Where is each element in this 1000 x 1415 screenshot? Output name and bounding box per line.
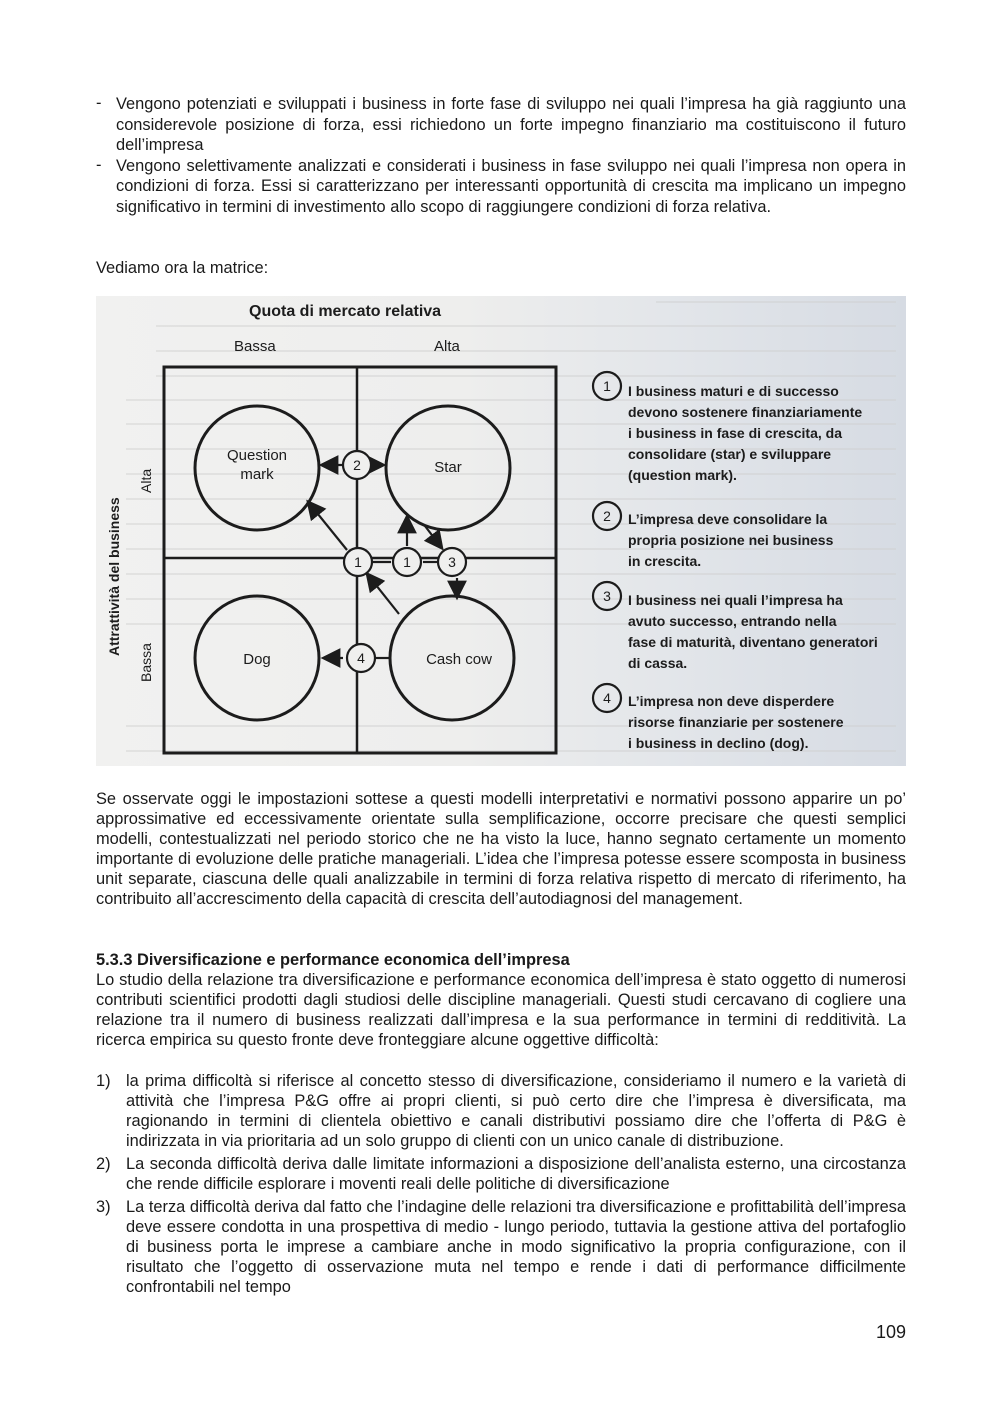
y-axis-low-label: Bassa	[138, 643, 154, 682]
bullet-text: Vengono selettivamente analizzati e considerati i business in fase sviluppo nei quali l’impresa non opera in condizioni di forza. Essi si caratterizzano per interessanti opportunità di crescita ma implicano un impegno significativo in termini di investimento allo scopo di raggiungere condizioni di forza relativa.	[116, 156, 906, 216]
marker-2-text: 2	[353, 457, 361, 473]
item-text: La seconda difficoltà deriva dalle limitate informazioni a disposizione dell’analista esterno, una circostanza che rende difficile esplorare i moventi reali delle politiche di diversificazione	[126, 1155, 906, 1193]
numbered-item	[96, 1071, 906, 1151]
legend-3-num: 3	[603, 588, 611, 604]
legend-4-line-3: i business in declino (dog).	[628, 735, 809, 751]
legend-2-num: 2	[603, 508, 611, 524]
page-number: 109	[875, 1322, 906, 1342]
x-axis-title: Quota di mercato relativa	[249, 303, 442, 320]
body-paragraph-2: Lo studio della relazione tra diversificazione e performance economica dell’impresa è stato oggetto di numerosi contributi scientifici prodotti dagli studiosi delle discipline manageriali. Questi studi cercavano di cogliere una relazione tra il numero di business realizzati dall’impresa e la sua performance in termini di redditività. La ricerca empirica su questo fronte deve fronteggiare alcune oggettive difficoltà:	[96, 971, 906, 1049]
y-axis-high-label: Alta	[138, 468, 154, 493]
legend-1-line-5: (question mark).	[628, 467, 737, 483]
marker-3	[438, 548, 466, 576]
legend-3-line-2: avuto successo, entrando nella	[628, 613, 837, 629]
bcg-matrix-svg	[96, 296, 906, 766]
cash-cow-label: Cash cow	[426, 651, 492, 668]
bullet-list	[96, 94, 906, 217]
marker-2	[343, 451, 371, 479]
bullet-item	[96, 156, 906, 218]
legend-1-num: 1	[603, 378, 611, 394]
legend-4-line-1: L’impresa non deve disperdere	[628, 693, 835, 709]
numbered-item	[96, 1154, 906, 1194]
item-number: 1)	[96, 1072, 111, 1090]
item-number: 2)	[96, 1155, 111, 1173]
legend-4-num: 4	[603, 690, 611, 706]
x-axis-high-label: Alta	[434, 338, 460, 355]
arrow-cash-cow-to-1	[368, 575, 399, 614]
legend-item-3	[593, 582, 878, 671]
marker-4	[347, 644, 375, 672]
item-number: 3)	[96, 1198, 111, 1216]
bullet-item	[96, 94, 906, 156]
marker-1a	[344, 548, 372, 576]
body-paragraph-1: Se osservate oggi le impostazioni sottese a questi modelli interpretativi e normativi possono apparire un po’ approssimative ed eccessivamente orientate sulla semplificazione, occorre precisare che questi semplici modelli, contestualizzati nel periodo storico che ne ha visto la luce, hanno segnato certamente un momento importante di evoluzione delle pratiche manageriali. L’idea che l’impresa potesse essere scomposta in business unit separate, ciascuna delle quali analizzabile in termini di forza relativa rispetto di mercato di riferimento, ha contribuito all’accrescimento della capacità di crescita dell’autodiagnosi del management.	[96, 790, 906, 908]
legend-3-line-4: di cassa.	[628, 655, 688, 671]
section-heading: 5.3.3 Diversificazione e performance economica dell’impresa	[96, 951, 570, 969]
item-text: la prima difficoltà si riferisce al concetto stesso di diversificazione, consideriamo il numero e la varietà di attività che l’impresa P&G offre ai propri clienti, si può certo dire che l’impresa è diversificata, ma ragionando in termini di clientela obiettivo e canali distributivi possiamo dire che l’offerta di P&G è indirizzata in via prioritaria ad un solo gruppo di clienti con un unico canale di distribuzione.	[126, 1072, 906, 1150]
intro-text: Vediamo ora la matrice:	[96, 259, 269, 277]
legend-2-line-1: L’impresa deve consolidare la	[628, 511, 828, 527]
bullet-dash: -	[96, 94, 102, 112]
question-mark-label-1: Question	[226, 447, 288, 464]
dog-label: Dog	[243, 651, 271, 668]
legend-1-line-4: consolidare (star) e sviluppare	[628, 446, 832, 462]
bullet-dash: -	[96, 155, 102, 174]
marker-1a-text: 1	[354, 554, 362, 570]
numbered-item	[96, 1197, 906, 1297]
legend-1-line-3: i business in fase di crescita, da	[628, 425, 842, 441]
legend-item-1	[593, 372, 862, 483]
question-mark-label-2: mark	[240, 466, 274, 483]
marker-3-text: 3	[448, 554, 456, 570]
bcg-matrix-figure	[96, 296, 906, 766]
marker-4-text: 4	[357, 650, 365, 666]
arrow-1-to-question-mark	[309, 503, 347, 550]
legend-2-line-2: propria posizione nei business	[628, 532, 834, 548]
legend-item-4	[593, 684, 844, 751]
legend-3-line-3: fase di maturità, diventano generatori	[628, 634, 878, 650]
star-label: Star	[434, 459, 462, 476]
y-axis-title: Attrattività del business	[106, 497, 122, 656]
legend-2-line-3: in crescita.	[628, 553, 702, 569]
legend-1-line-1: I business maturi e di successo	[628, 383, 839, 399]
legend-1-line-2: devono sostenere finanziariamente	[628, 404, 863, 420]
marker-1b	[393, 548, 421, 576]
x-axis-low-label: Bassa	[234, 338, 276, 355]
legend-3-line-1: I business nei quali l’impresa ha	[628, 592, 843, 608]
legend-4-line-2: risorse finanziarie per sostenere	[628, 714, 844, 730]
marker-1b-text: 1	[403, 554, 411, 570]
numbered-list	[96, 1071, 906, 1300]
bullet-text: Vengono potenziati e sviluppati i business in forte fase di sviluppo nei quali l’impresa ha già raggiunto una considerevole posizione di forza, essi richiedono un forte impegno finanziario ma costituiscono il futuro dell’impresa	[116, 95, 906, 154]
legend-item-2	[593, 502, 834, 569]
item-text: La terza difficoltà deriva dal fatto che l’indagine delle relazioni tra diversificazione e profittabilità dell’impresa deve essere condotta in una prospettiva di medio - lungo periodo, tuttavia la gestione attiva del portafoglio di business porta le imprese a cambiare anche in modo significativo la propria configurazione, con il risultato che l’oggetto di osservazione muta nel tempo e rende i dati di performance difficilmente confrontabili nel tempo	[126, 1198, 906, 1296]
